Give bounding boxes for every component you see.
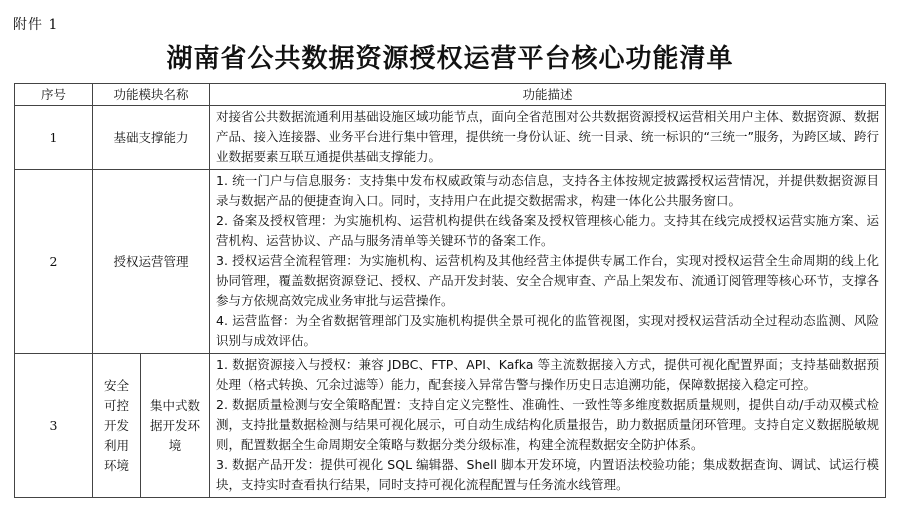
description-item: 1. 统一门户与信息服务：支持集中发布权威政策与动态信息，支持各主体按规定披露授权运营情况，并提供数据资源目录与数据产品的便捷查询入口。同时，支持用户在此提交数据需求，构建一体化公共服务窗口。 (216, 173, 880, 208)
row-number: 2 (15, 170, 93, 354)
header-no: 序号 (15, 84, 93, 106)
module-name: 基础支撑能力 (93, 106, 210, 170)
submodule-name: 集中式数 据开发环 境 (141, 354, 210, 498)
document-title: 湖南省公共数据资源授权运营平台核心功能清单 (166, 44, 734, 74)
table-header-row (15, 84, 886, 106)
row-number: 3 (15, 354, 93, 498)
module-name: 授权运营管理 (93, 170, 210, 354)
description-item: 3. 数据产品开发：提供可视化 SQL 编辑器、Shell 脚本开发环境，内置语法校验功能；集成数据查询、调试、试运行模块，支持实时查看执行结果，同时支持可视化流程配置与任务流水线管理。 (216, 457, 880, 492)
description-paragraph: 对接省公共数据流通利用基础设施区域功能节点，面向全省范围对公共数据资源授权运营相关用户主体、数据资源、数据产品、接入连接器、业务平台进行集中管理，提供统一身份认证、统一目录、统一标识的“三统一”服务，为跨区域、跨行业数据要素互联互通提供基础支撑能力。 (216, 109, 880, 164)
header-module: 功能模块名称 (93, 84, 210, 106)
description-item: 2. 数据质量检测与安全策略配置：支持自定义完整性、准确性、一致性等多维度数据质量规则，提供自动/手动双模式检测，支持批量数据检测与结果可视化展示，可自动生成结构化质量报告，助力数据质量闭环管理。支持自定义数据脱敏规则，配置数据全生命周期安全策略与数据分类分级标准，构建全流程数据安全防护体系。 (216, 397, 880, 452)
description-item: 3. 授权运营全流程管理：为实施机构、运营机构及其他经营主体提供专属工作台，实现对授权运营全生命周期的线上化协同管理，覆盖数据资源登记、授权、产品开发封装、安全合规审查、产品上架发布、流通订阅管理等核心环节，支撑各参与方依规高效完成业务审批与运营操作。 (216, 253, 880, 308)
table-row (15, 170, 886, 354)
function-description (210, 170, 886, 354)
row-number: 1 (15, 106, 93, 170)
annex-label: 附件 1 (13, 17, 59, 33)
description-item: 2. 备案及授权管理：为实施机构、运营机构提供在线备案及授权管理核心能力。支持其在线完成授权运营实施方案、运营机构、运营协议、产品与服务清单等关键环节的备案工作。 (216, 213, 880, 248)
header-desc: 功能描述 (210, 84, 886, 106)
table-row (15, 354, 886, 498)
function-description (210, 106, 886, 170)
module-name: 安全 可控 开发 利用 环境 (93, 354, 141, 498)
function-list-table (14, 83, 886, 498)
description-item: 4. 运营监督：为全省数据管理部门及实施机构提供全景可视化的监管视图，实现对授权运营活动全过程动态监测、风险识别与成效评估。 (216, 313, 880, 348)
table-row (15, 106, 886, 170)
function-description (210, 354, 886, 498)
description-item: 1. 数据资源接入与授权：兼容 JDBC、FTP、API、Kafka 等主流数据接入方式，提供可视化配置界面；支持基础数据预处理（格式转换、冗余过滤等）能力，配套接入异常告警与操作历史日志追溯功能，保障数据接入稳定可控。 (216, 357, 880, 392)
